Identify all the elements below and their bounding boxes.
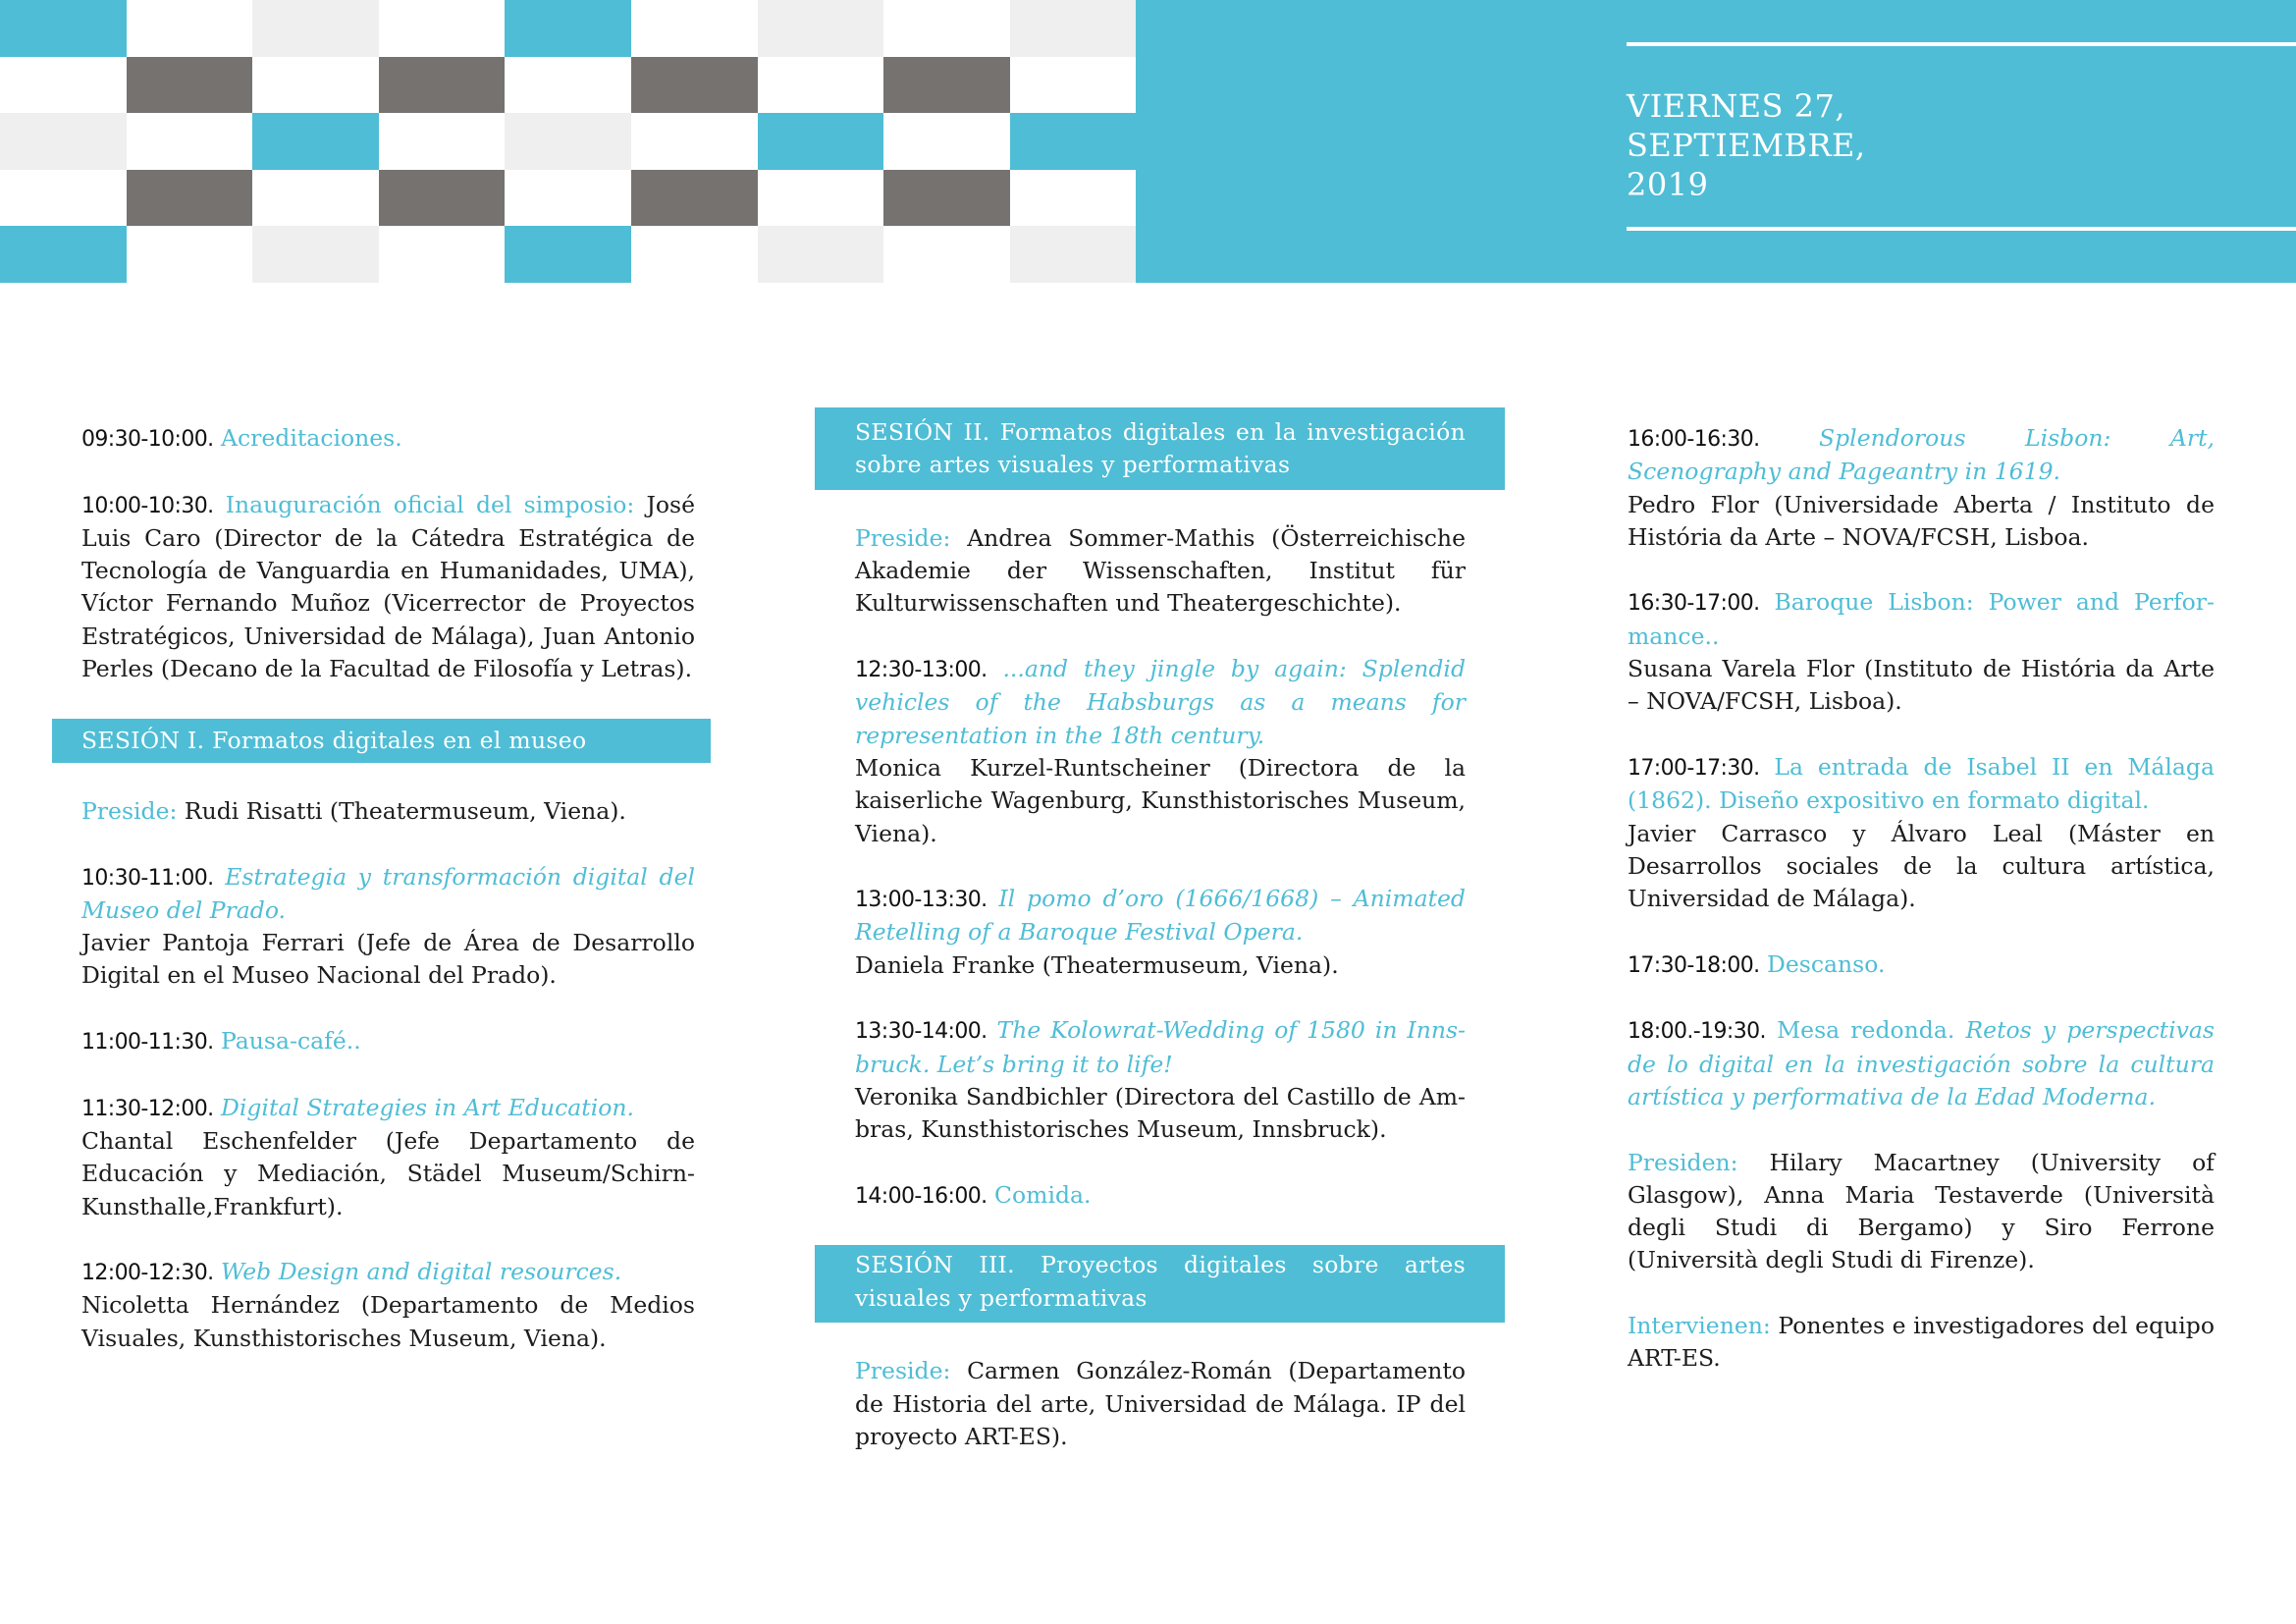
mosaic-tile bbox=[0, 57, 127, 113]
mosaic-tile bbox=[252, 113, 379, 170]
mosaic-tile bbox=[0, 113, 127, 170]
mosaic-tile bbox=[252, 0, 379, 57]
mosaic-tile bbox=[758, 226, 883, 283]
entry-title: Descanso. bbox=[1767, 949, 1886, 978]
program-entry bbox=[1628, 422, 2215, 554]
entry-time: 11:00-11:30. bbox=[81, 1030, 214, 1056]
mosaic-tile bbox=[127, 113, 252, 170]
session-header: SESIÓN II. Formatos digitales en la investigación sobre artes visuales y performativas bbox=[815, 407, 1505, 490]
entry-time: 13:30-14:00. bbox=[855, 1019, 988, 1045]
entry-title: Web Design and digital resources. bbox=[221, 1258, 622, 1286]
program-entry bbox=[81, 861, 695, 993]
mosaic-tile bbox=[127, 226, 252, 283]
mosaic-tile bbox=[379, 113, 505, 170]
entry-time: 14:00-16:00. bbox=[855, 1183, 988, 1209]
mosaic-tile bbox=[252, 57, 379, 113]
entry-title: Baroque Lisbon: Power and Performance.. bbox=[1628, 588, 2215, 650]
mosaic-tile bbox=[379, 170, 505, 226]
program-entry bbox=[855, 883, 1466, 982]
header-rule-top bbox=[1627, 42, 2296, 46]
mosaic-tile bbox=[1010, 57, 1136, 113]
entry-label: Preside: bbox=[855, 523, 951, 552]
entry-title: Il pomo d’oro (1666/1668) – Animated Retelling of a Baroque Festival Opera. bbox=[855, 885, 1466, 947]
program-entry bbox=[81, 1256, 695, 1355]
entry-title: Estrategia y transformación digital del Museo del Prado. bbox=[81, 862, 695, 924]
program-entry bbox=[81, 422, 695, 456]
mosaic-tile bbox=[758, 0, 883, 57]
entry-label: Preside: bbox=[855, 1357, 951, 1385]
entry-time: 13:00-13:30. bbox=[855, 888, 988, 913]
mosaic-tile bbox=[127, 170, 252, 226]
mosaic-tile bbox=[631, 170, 758, 226]
mosaic-tile bbox=[883, 57, 1010, 113]
decorative-mosaic bbox=[0, 0, 1136, 283]
entry-time: 16:00-16:30. bbox=[1628, 427, 1760, 452]
mosaic-tile bbox=[379, 0, 505, 57]
mosaic-tile bbox=[883, 0, 1010, 57]
event-date bbox=[1627, 86, 1866, 204]
date-line-day: VIERNES 27, bbox=[1627, 87, 1846, 125]
entry-time: 11:30-12:00. bbox=[81, 1096, 214, 1121]
program-entry bbox=[855, 1179, 1466, 1213]
entry-people: Javier Pantoja Ferrari (Jefe de Área de Desarrollo Digital en el Museo Nacional del Prado). bbox=[81, 929, 695, 990]
entry-time: 10:00-10:30. bbox=[81, 493, 214, 518]
mosaic-tile bbox=[505, 226, 631, 283]
date-line-year: 2019 bbox=[1627, 166, 1709, 203]
session-header: SESIÓN III. Proyectos digitales sobre artes visuales y performativas bbox=[815, 1245, 1505, 1323]
entry-people: Daniela Franke (Theatermuseum, Viena). bbox=[855, 950, 1339, 979]
date-line-month: SEPTIEMBRE, bbox=[1627, 127, 1866, 164]
entry-title: ...and they jingle by again: Splendid vehicles of the Habsburgs as a means for representation in the 18th century. bbox=[855, 655, 1466, 749]
entry-people: Andrea Sommer-Mathis (Österreichische Akademie der Wissenschaften, Institut für Kulturwissenschaften und Theatergeschichte). bbox=[855, 523, 1466, 618]
entry-title: The Kolowrat-Wedding of 1580 in Innsbruck. Let’s bring it to life! bbox=[855, 1016, 1466, 1078]
program-entry bbox=[1628, 1014, 2215, 1113]
program-column-3 bbox=[1628, 422, 2215, 1408]
program-entry bbox=[81, 1092, 695, 1223]
program-entry bbox=[1628, 586, 2215, 718]
mosaic-tile bbox=[252, 170, 379, 226]
mosaic-tile bbox=[758, 170, 883, 226]
mosaic-tile bbox=[631, 57, 758, 113]
header-rule-bottom bbox=[1627, 227, 2296, 231]
entry-people: Ponentes e investigadores del equipo ART-ES. bbox=[1628, 1312, 2215, 1373]
program-entry bbox=[81, 489, 695, 686]
mosaic-tile bbox=[1010, 226, 1136, 283]
entry-title: La entrada de Isabel II en Málaga (1862). Diseño expositivo en formato digital. bbox=[1628, 752, 2215, 815]
mosaic-tile bbox=[505, 57, 631, 113]
entry-title: Comida. bbox=[994, 1180, 1092, 1209]
entry-label: Mesa redonda. bbox=[1777, 1016, 1955, 1045]
mosaic-tile bbox=[127, 57, 252, 113]
entry-title: Digital Strategies in Art Education. bbox=[221, 1093, 634, 1121]
mosaic-tile bbox=[0, 170, 127, 226]
mosaic-tile bbox=[379, 57, 505, 113]
entry-people: Hilary Macartney (University of Glasgow), Anna Maria Testaverde (Università degli Studi di Bergamo) y Siro Ferrone (Università degli Studi di Firenze). bbox=[1628, 1148, 2215, 1274]
session-header: SESIÓN I. Formatos digitales en el museo bbox=[52, 719, 711, 763]
program-entry bbox=[81, 795, 695, 828]
program-column-1 bbox=[81, 422, 695, 1387]
entry-time: 12:30-13:00. bbox=[855, 658, 988, 683]
entry-time: 17:30-18:00. bbox=[1628, 952, 1760, 978]
mosaic-tile bbox=[883, 170, 1010, 226]
mosaic-tile bbox=[127, 0, 252, 57]
entry-people: Veronika Sandbichler (Directora del Castillo de Ambras, Kunsthistorisches Museum, Innsbruck). bbox=[855, 1082, 1466, 1144]
mosaic-tile bbox=[1010, 170, 1136, 226]
mosaic-tile bbox=[631, 226, 758, 283]
mosaic-tile bbox=[0, 226, 127, 283]
entry-time: 10:30-11:00. bbox=[81, 865, 214, 891]
mosaic-tile bbox=[505, 170, 631, 226]
program-column-2 bbox=[855, 418, 1466, 1487]
entry-people: Rudi Risatti (Theatermuseum, Viena). bbox=[184, 796, 626, 825]
mosaic-tile bbox=[758, 113, 883, 170]
mosaic-tile bbox=[252, 226, 379, 283]
program-entry bbox=[855, 1355, 1466, 1453]
mosaic-tile bbox=[379, 226, 505, 283]
mosaic-tile bbox=[883, 226, 1010, 283]
mosaic-tile bbox=[0, 0, 127, 57]
entry-people: José Luis Caro (Director de la Cátedra Estratégica de Tecnología de Vanguardia en Humanidades, UMA), Víctor Fernando Muñoz (Vicerrector de Proyectos Estratégicos, Universidad de Málaga), Juan Antonio Perles (Decano de la Facultad de Filosofía y Letras). bbox=[81, 490, 695, 683]
entry-people: Monica Kurzel-Runtscheiner (Directora de la kaiserliche Wagenburg, Kunsthistorisches Museum, Viena). bbox=[855, 753, 1466, 847]
mosaic-tile bbox=[883, 113, 1010, 170]
entry-title: Splendorous Lisbon: Art, Scenography and Pageantry in 1619. bbox=[1628, 424, 2215, 486]
program-entry bbox=[81, 1025, 695, 1058]
entry-people: Pedro Flor (Universidade Aberta / Instituto de História da Arte – NOVA/FCSH, Lisboa. bbox=[1628, 490, 2215, 551]
mosaic-tile bbox=[1010, 0, 1136, 57]
program-entry bbox=[1628, 1310, 2215, 1376]
entry-people: Susana Varela Flor (Instituto de História da Arte – NOVA/FCSH, Lisboa). bbox=[1628, 655, 2215, 716]
entry-label: Presiden: bbox=[1628, 1148, 1738, 1176]
entry-label: Preside: bbox=[81, 796, 178, 825]
mosaic-tile bbox=[505, 0, 631, 57]
entry-time: 17:00-17:30. bbox=[1628, 755, 1760, 781]
program-entry bbox=[1628, 1147, 2215, 1277]
entry-people: Carmen González-Román (Departamento de Historia del arte, Universidad de Málaga. IP del proyecto ART-ES). bbox=[855, 1357, 1466, 1450]
entry-people: Nicoletta Hernández (Departamento de Medios Visuales, Kunsthistorisches Museum, Viena). bbox=[81, 1291, 695, 1352]
mosaic-tile bbox=[1010, 113, 1136, 170]
program-entry bbox=[855, 653, 1466, 850]
program-entry bbox=[1628, 751, 2215, 915]
entry-time: 16:30-17:00. bbox=[1628, 591, 1760, 617]
program-entry bbox=[855, 1014, 1466, 1146]
mosaic-tile bbox=[631, 113, 758, 170]
entry-time: 12:00-12:30. bbox=[81, 1261, 214, 1286]
mosaic-tile bbox=[631, 0, 758, 57]
entry-people: Javier Carrasco y Álvaro Leal (Máster en Desarrollos sociales de la cultura artística, Universidad de Málaga). bbox=[1628, 819, 2215, 913]
program-entry bbox=[1628, 948, 2215, 982]
mosaic-tile bbox=[758, 57, 883, 113]
entry-title: Pausa-café.. bbox=[221, 1027, 361, 1056]
entry-title: Acreditaciones. bbox=[221, 424, 402, 452]
entry-label: Intervienen: bbox=[1628, 1312, 1771, 1340]
program-entry bbox=[855, 522, 1466, 621]
mosaic-tile bbox=[505, 113, 631, 170]
entry-label: Inauguración oficial del simposio: bbox=[225, 490, 635, 518]
entry-title: Retos y perspectivas de lo digital en la investigación sobre la cultura artística y performativa de la Edad Moderna. bbox=[1628, 1016, 2215, 1110]
entry-time: 18:00.-19:30. bbox=[1628, 1019, 1766, 1045]
entry-time: 09:30-10:00. bbox=[81, 427, 214, 452]
entry-people: Chantal Eschenfelder (Jefe Departamento de Educación y Mediación, Städel Museum/Schirn-Kunsthalle,Frankfurt). bbox=[81, 1126, 695, 1220]
